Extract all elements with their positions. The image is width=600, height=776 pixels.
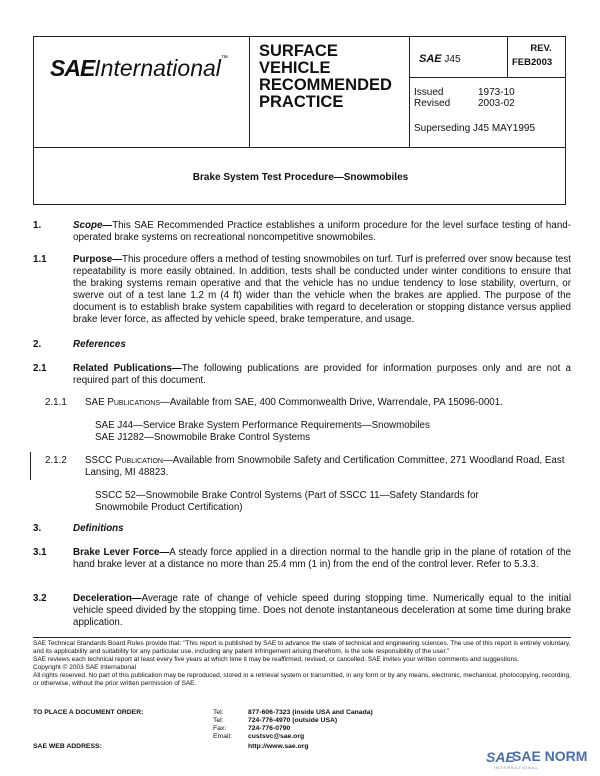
email-link[interactable]: custsvc@sae.org xyxy=(248,733,305,740)
rev-value: FEB2003 xyxy=(512,57,553,68)
footnote-review: SAE reviews each technical report at least every five years at which time it may be reaffirmed, revised, or cancelled. SAE invites your written comments and suggestions. xyxy=(33,656,520,663)
header-box xyxy=(33,36,566,148)
document-page: SAEInternational™ SURFACE VEHICLE RECOMMENDED PRACTICE SAE J45 REV. FEB2003 Issued 1973-10 Revised 2003-02 Superseding J45 MAY1995 Brake System Test Procedure—Snowmobiles 1. Scope—This SAE Recommended Practice establishes a uniform procedure for the level surface testing of hand-operated brake systems on recreational noncompetitive snowmobiles. 1.1 Purpose—This procedure offers a method of testing snowmobiles on turf. Turf is preferred over snow because test repeatability is more easily obtained. In addition, tests shall be conducted under winter conditions to ensure that the braking systems remain operative and that the vehicle has no undue tendency to lose stability, overturn, or swerve out of a test lane 1.2 m (4 ft) wider than the vehicle when the brakes are applied. The purpose of the document is to establish brake system capabilities with regard to deceleration or stopping distance versus applied brake lever force, as affected by vehicle speed, brake temperature, and usage. 2. References 2.1 Related Publications—The following publications are provided for information purposes only and are not a required part of this document. 2.1.1 SAE Publications—Available from SAE, 400 Commonwealth Drive, Warrendale, PA 15096-0001. SAE J44—Service Brake System Performance Requirements—Snowmobiles SAE J1282—Snowmobile Brake Control Systems 2.1.2 SSCC Publication—Available from Snowmobile Safety and Certification Committee, 271 Woodland Road, East Lansing, MI 48823. SSCC 52—Snowmobile Brake Control Systems (Part of SSCC 11—Safety Standards for Snowmobile Product Certification) 3. Definitions 3.1 Brake Lever Force—A steady force applied in a direction normal to the handle grip in the plane of rotation of the hand brake lever at a distance no more than 25.4 mm (1 in) from the end of the control lever. Refer to 5.3.3. 3.2 Deceleration—Average rate of change of vehicle speed during stopping time. Numerically equal to the initial vehicle speed divided by the stopping time. Does not denote instantaneous deceleration at some time during brake application. SAE Technical Standards Board Rules provide that: "This report is published by SAE to advance the state of technical and engineering sciences. The use of this report is entirely voluntary, and its applicability and suitability for any particular use, including any patent infringement arising therefrom, is the sole responsibility of the user." SAE reviews each technical report at least every five years at which time it may be reaffirmed, revised, or cancelled. SAE invites your written comments and suggestions. Copyright © 2003 SAE International All rights reserved. No part of this publication may be reproduced, stored in a retrieval system or transmitted, in any form or by any means, electronic, mechanical, photocopying, recording, or otherwise, without the prior written permission of SAE. TO PLACE A DOCUMENT ORDER: Tel: 877-606-7323 (inside USA and Canada) Tel: 724-776-4970 (outside USA) Fax: 724-776-0790 Email: custsvc@sae.org SAE WEB ADDRESS: http://www.sae.org SAE SAE NORM INTERNATIONAL xyxy=(0,0,600,776)
footnote-rights: All rights reserved. No part of this publication may be reproduced, stored in a retrieval system or transmitted, in any form or by any means, electronic, mechanical, photocopying, recording, or otherwise, without the prior written permission of SAE. xyxy=(33,672,571,687)
sae-norm-logo: SAE SAE NORM INTERNATIONAL xyxy=(486,748,588,770)
header-divider xyxy=(409,77,566,78)
header-divider xyxy=(507,37,508,77)
order-label: TO PLACE A DOCUMENT ORDER: xyxy=(33,709,144,716)
header-divider xyxy=(249,37,250,147)
phone-link[interactable]: 877-606-7323 (inside USA and Canada) xyxy=(248,709,373,716)
reference-item: SAE J1282—Snowmobile Brake Control Systems xyxy=(95,432,311,443)
footer-rule xyxy=(33,637,571,638)
web-link[interactable]: http://www.sae.org xyxy=(248,743,309,750)
superseding-note: Superseding J45 MAY1995 xyxy=(414,123,536,134)
reference-item: SSCC 52—Snowmobile Brake Control Systems (Part of SSCC 11—Safety Standards for Snowmobile Product Certification) xyxy=(95,490,479,513)
svg-text:SAE: SAE xyxy=(486,749,515,765)
issue-dates: Issued 1973-10 Revised 2003-02 xyxy=(414,87,515,109)
change-bar xyxy=(30,452,31,480)
fax-number: 724-776-0790 xyxy=(248,725,291,732)
document-title: Brake System Test Procedure—Snowmobiles xyxy=(192,172,409,183)
sae-logo: SAEInternational™ xyxy=(50,55,228,81)
standard-number: SAE J45 xyxy=(419,53,461,65)
footnotes xyxy=(33,637,571,688)
web-label: SAE WEB ADDRESS: xyxy=(33,743,102,750)
reference-item: SAE J44—Service Brake System Performance Requirements—Snowmobiles xyxy=(95,420,430,431)
document-type: SURFACE VEHICLE RECOMMENDED PRACTICE xyxy=(259,42,392,111)
header-divider xyxy=(409,37,410,147)
footnote-rules: SAE Technical Standards Board Rules provide that: "This report is published by SAE to advance the state of technical and engineering sciences. The use of this report is entirely voluntary, and its applicability and suitability for any particular use, including any patent infringement arising therefrom, is the sole responsibility of the user." xyxy=(33,640,571,655)
title-box xyxy=(33,147,566,205)
rev-label: REV. xyxy=(530,43,552,54)
footnote-copyright: Copyright © 2003 SAE International xyxy=(33,664,137,671)
phone-link[interactable]: 724-776-4970 (outside USA) xyxy=(248,717,338,724)
